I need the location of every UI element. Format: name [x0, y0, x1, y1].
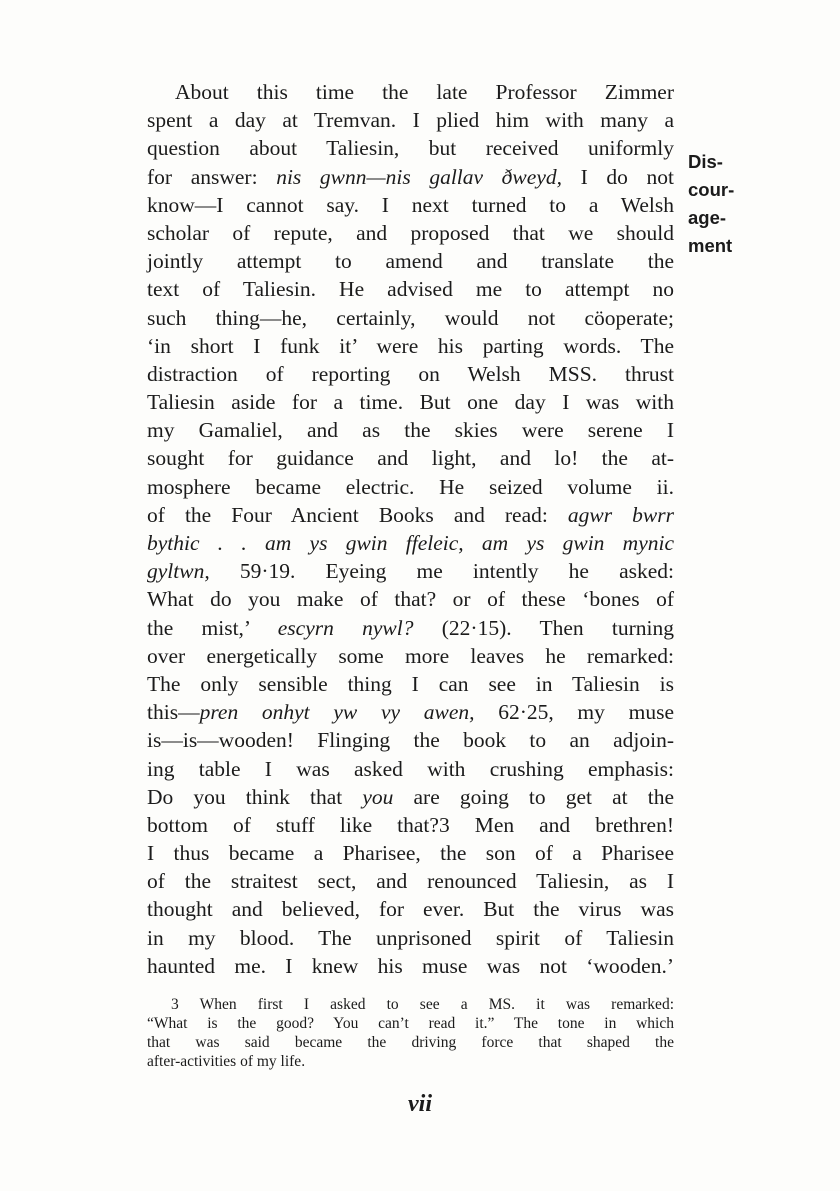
text-line: The only sensible thing I can see in Taliesin is	[147, 671, 674, 696]
text-line: this—pren onhyt yw vy awen, 62·25, my muse	[147, 700, 674, 725]
margin-note-line: Dis-	[688, 151, 723, 172]
footnote-line: 3 When first I asked to see a MS. it was remarked:	[171, 996, 674, 1013]
text-line: ‘in short I funk it’ were his parting words. The	[147, 333, 674, 358]
text-line: haunted me. I knew his muse was not ‘wooden.’	[147, 953, 674, 978]
main-text	[147, 78, 674, 980]
margin-note	[688, 148, 748, 260]
text-line: bottom of stuff like that?3 Men and brethren!	[147, 812, 674, 837]
text-line: thought and believed, for ever. But the virus was	[147, 897, 674, 922]
text-line: text of Taliesin. He advised me to attempt no	[147, 277, 674, 302]
margin-note-line: age-	[688, 207, 727, 228]
text-line: About this time the late Professor Zimmer	[175, 80, 674, 104]
italic-phrase: nis gwnn—nis gallav ðweyd,	[276, 164, 562, 189]
text-line: sought for guidance and light, and lo! the at-	[147, 446, 674, 471]
text-line: Taliesin aside for a time. But one day I was with	[147, 390, 674, 415]
margin-note-line: ment	[688, 235, 733, 256]
text-line: Do you think that you are going to get at the	[147, 784, 674, 809]
text-line: such thing—he, certainly, would not cöoperate;	[147, 305, 674, 330]
text-line: for answer: nis gwnn—nis gallav ðweyd, I do not	[147, 164, 675, 189]
margin-note-line: cour-	[688, 179, 735, 200]
italic-phrase: gyltwn,	[147, 559, 210, 584]
footnote-line: that was said became the driving force that shaped the	[147, 1034, 674, 1051]
italic-phrase: agwr bwrr	[567, 502, 674, 527]
text-line	[147, 529, 674, 557]
footnote-line: “What is the good? You can’t read it.” The tone in which	[147, 1015, 674, 1032]
text-line: jointly attempt to amend and translate the	[147, 249, 674, 274]
text-line: distraction of reporting on Welsh MSS. thrust	[147, 361, 674, 386]
text-line: in my blood. The unprisoned spirit of Taliesin	[147, 925, 674, 950]
text-line: of the straitest sect, and renounced Taliesin, as I	[147, 869, 674, 894]
text-line: scholar of repute, and proposed that we should	[147, 220, 674, 245]
italic-phrase: escyrn nywl?	[277, 615, 414, 640]
text-line: my Gamaliel, and as the skies were serene I	[147, 418, 674, 443]
italic-phrase: pren onhyt yw vy awen,	[199, 700, 475, 725]
footnote	[147, 995, 674, 1071]
text-line: over energetically some more leaves he remarked:	[147, 643, 674, 668]
text-line: spent a day at Tremvan. I plied him with many a	[147, 108, 674, 133]
text-line: gyltwn, 59·19. Eyeing me intently he asked:	[147, 559, 674, 584]
italic-phrase: bythic . . am ys gwin ffeleic, am ys gwin mynic	[147, 531, 674, 555]
text-line: I thus became a Pharisee, the son of a Pharisee	[147, 841, 674, 866]
text-line: question about Taliesin, but received uniformly	[147, 136, 674, 161]
text-line: ing table I was asked with crushing emphasis:	[147, 756, 674, 781]
italic-phrase: you	[362, 784, 394, 809]
text-line: is—is—wooden! Flinging the book to an adjoin-	[147, 728, 674, 753]
text-line: of the Four Ancient Books and read: agwr bwrr	[147, 502, 674, 527]
text-line: What do you make of that? or of these ‘bones of	[147, 587, 674, 612]
text-line: know—I cannot say. I next turned to a Welsh	[147, 192, 674, 217]
text-line: the mist,’ escyrn nywl? (22·15). Then turning	[147, 615, 675, 640]
page-number: vii	[408, 1091, 432, 1117]
text-line: mosphere became electric. He seized volume ii.	[147, 474, 674, 499]
footnote-line: after-activities of my life.	[147, 1053, 306, 1070]
